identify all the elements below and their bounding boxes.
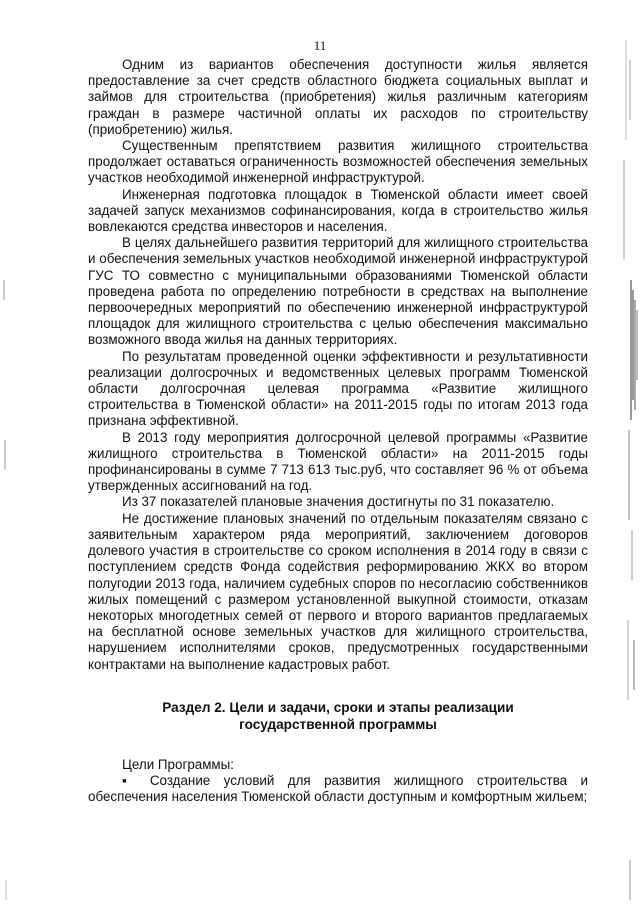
goal-item: ▪ Создание условий для развития жилищного строительства и обеспечения населения Тюменской области доступным и комфортным жильем; <box>88 772 588 805</box>
page-body <box>88 57 588 805</box>
paragraph: В 2013 году мероприятия долгосрочной целевой программы «Развитие жилищного строительства в Тюменской области» на 2011-2015 годы профинансированы в сумме 7 713 613 тыс.руб, что составляет 96 % от объема утвержденных ассигнований на год. <box>88 429 588 494</box>
scan-left-marks <box>0 0 14 905</box>
goals-intro: Цели Программы: <box>122 756 234 772</box>
paragraph: По результатам проведенной оценки эффективности и результативности реализации долгосрочных и ведомственных целевых программ Тюменской области долгосрочная целевая программа «Развитие жилищного строительства в Тюменской области» на 2011-2015 годы по итогам 2013 года признана эффективной. <box>88 348 588 429</box>
scan-edge-marks <box>610 0 640 905</box>
section-heading-line: государственной программы <box>239 716 437 732</box>
paragraph: Существенным препятствием развития жилищного строительства продолжает оставаться ограниченность возможностей обеспечения земельных участков необходимой инженерной инфраструктурой. <box>88 138 588 186</box>
section-heading-line: Раздел 2. Цели и задачи, сроки и этапы реализации <box>162 699 514 715</box>
paragraph: Одним из вариантов обеспечения доступности жилья является предоставление за счет средств областного бюджета социальных выплат и займов для строительства (приобретения) жилья различным категориям граждан в размере частичной оплаты их расходов по строительству (приобретению) жилья. <box>88 57 588 137</box>
page-number: 11 <box>313 38 327 53</box>
paragraph: Инженерная подготовка площадок в Тюменской области имеет своей задачей запуск механизмов софинансирования, когда в строительство жилья вовлекаются средства инвесторов и населения. <box>88 186 588 235</box>
paragraph: Не достижение плановых значений по отдельным показателям связано с заявительным характером ряда мероприятий, заключением договоров долевого участия в строительстве со сроком исполнения в 2014 году в связи с поступлением средств Фонда содействия реформированию ЖКХ во втором полугодии 2013 года, наличием судебных споров по несогласию собственников жилых помещений с размером установленной выкупной стоимости, отказам некоторых многодетных семей от первого и второго вариантов предлагаемых на бесплатной основе земельных участков для жилищного строительства, нарушением исполнителями сроков, предусмотренных государственными контрактами на выполнение кадастровых работ. <box>88 510 588 672</box>
section-heading <box>88 699 588 733</box>
paragraph: Из 37 показателей плановые значения достигнуты по 31 показателю. <box>122 494 555 510</box>
paragraph: В целях дальнейшего развития территорий для жилищного строительства и обеспечения земельных участков необходимой инженерной инфраструктурой ГУС ТО совместно с муниципальными образованиями Тюменской области проведена работа по определению потребности в средствах на выполнение первоочередных мероприятий по обеспечению инженерной инфраструктурой площадок для жилищного строительства с целью обеспечения максимально возможного ввода жилья на данных территориях. <box>88 235 588 348</box>
